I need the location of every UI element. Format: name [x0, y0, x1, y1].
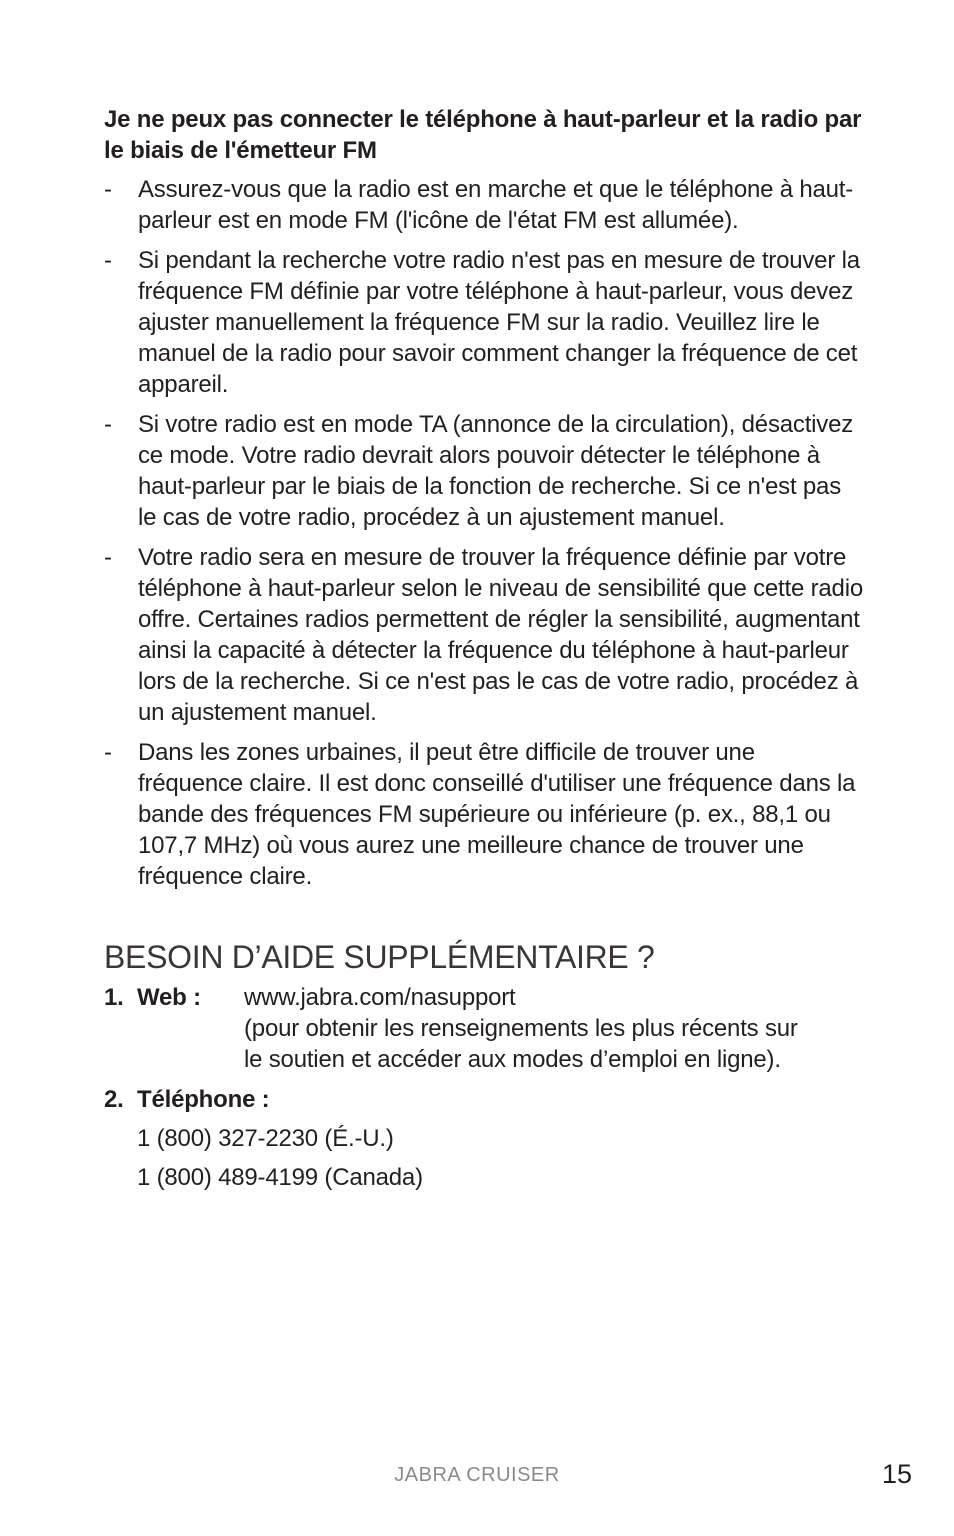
phone-contact [104, 1084, 864, 1115]
page-content [104, 104, 864, 1193]
list-item-text: Si pendant la recherche votre radio n'est pas en mesure de trouver la fréquence FM définie par votre téléphone à haut-parleur, vous devez ajuster manuellement la fréquence FM sur la radio. Veuillez lire le manuel de la radio pour savoir comment changer la fréquence de cet appareil. [138, 247, 860, 398]
help-section-title: BESOIN D’AIDE SUPPLÉMENTAIRE ? [104, 939, 655, 975]
web-details [104, 982, 864, 1075]
phone-canada: 1 (800) 489-4199 (Canada) [137, 1164, 423, 1191]
support-url-link[interactable]: www.jabra.com/nasupport [244, 984, 516, 1011]
web-contact [104, 982, 864, 1075]
page-number: 15 [881, 1459, 912, 1489]
troubleshooting-heading: Je ne peux pas connecter le téléphone à haut-parleur et la radio par le biais de l'émetteur FM [104, 106, 862, 164]
web-label: Web : [137, 984, 201, 1011]
web-note-line-2: le soutien et accéder aux modes d’emploi en ligne). [244, 1046, 781, 1073]
phone-number-index: 2. [104, 1086, 124, 1113]
list-item [104, 542, 864, 728]
web-number: 1. [104, 984, 124, 1011]
web-note-line-1: (pour obtenir les renseignements les plus récents sur [244, 1015, 798, 1042]
phone-label: Téléphone : [137, 1086, 270, 1113]
list-item-text: Dans les zones urbaines, il peut être difficile de trouver une fréquence claire. Il est donc conseillé d'utiliser une fréquence dans la bande des fréquences FM supérieure ou inférieure (p. ex., 88,1 ou 107,7 MHz) où vous aurez une meilleure chance de trouver une fréquence claire. [138, 739, 856, 890]
bullet-dash: - [104, 247, 112, 274]
bullet-dash: - [104, 739, 112, 766]
list-item [104, 409, 864, 533]
list-item-text: Si votre radio est en mode TA (annonce de la circulation), désactivez ce mode. Votre radio devrait alors pouvoir détecter le téléphone à haut-parleur par le biais de la fonction de recherche. Si ce n'est pas le cas de votre radio, procédez à un ajustement manuel. [138, 411, 854, 531]
list-item [104, 174, 864, 236]
bullet-dash: - [104, 176, 112, 203]
phone-us: 1 (800) 327-2230 (É.-U.) [137, 1125, 394, 1152]
list-item [104, 737, 864, 892]
troubleshooting-list [104, 174, 864, 892]
footer-brand: JABRA CRUISER [394, 1464, 560, 1486]
list-item-text: Votre radio sera en mesure de trouver la fréquence définie par votre téléphone à haut-parleur selon le niveau de sensibilité que cette radio offre. Certaines radios permettent de régler la sensibilité, augmentant ainsi la capacité à détecter la fréquence du téléphone à haut-parleur lors de la recherche. Si ce n'est pas le cas de votre radio, procédez à un ajustement manuel. [138, 544, 863, 726]
bullet-dash: - [104, 411, 112, 438]
list-item-text: Assurez-vous que la radio est en marche et que le téléphone à haut-parleur est en mode FM (l'icône de l'état FM est allumée). [138, 176, 854, 234]
bullet-dash: - [104, 544, 112, 571]
list-item [104, 245, 864, 400]
